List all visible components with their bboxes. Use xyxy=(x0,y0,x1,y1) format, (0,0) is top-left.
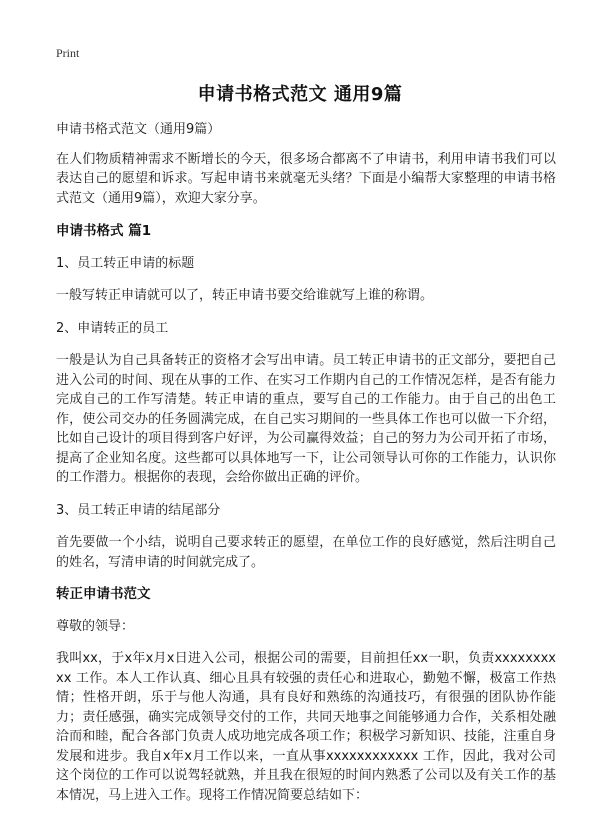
section1-heading: 申请书格式 篇1 xyxy=(56,223,152,239)
item2-heading: 2、申请转正的员工 xyxy=(56,320,169,336)
item1-heading: 1、员工转正申请的标题 xyxy=(56,255,195,271)
print-label: Print xyxy=(56,46,80,60)
intro-paragraph: 在人们物质精神需求不断增长的今天，很多场合都离不了申请书，利用申请书我们可以表达自己的愿望和诉求。写起申请书来就毫无头绪？下面是小编帮大家整理的申请书格式范文（通用9篇），欢迎大家分享。 xyxy=(56,151,556,206)
document-title: 申请书格式范文 通用9篇 xyxy=(197,84,403,105)
section2-heading: 转正申请书范文 xyxy=(56,586,151,602)
item2-paragraph: 一般是认为自己具备转正的资格才会写出申请。员工转正申请书的正文部分，要把自己进入公司的时间、现在从事的工作、在实习工作期内自己的工作情况怎样，是否有能力完成自己的工作写清楚。转正申请的重点，要写自己的工作能力。由于自己的出色工作，使公司交办的任务圆满完成，在自己实习期间的一些具体工作也可以做一下介绍，比如自己设计的项目得到客户好评，为公司赢得效益；自己的努力为公司开拓了市场，提高了企业知名度。这些都可以具体地写一下，让公司领导认可你的工作能力，认识你的工作潜力。根据你的表现，会给你做出正确的评价。 xyxy=(56,353,556,485)
letter-body-paragraph: 我叫xx，于x年x月x日进入公司，根据公司的需要，目前担任xx一职，负责xxxxxxxxxx 工作。本人工作认真、细心且具有较强的责任心和进取心，勤勉不懈，极富工作热情；性格开朗，乐于与他人沟通，具有良好和熟练的沟通技巧，有很强的团队协作能力；责任感强，确实完成领导交付的工作，共同天地事之间能够通力合作，关系相处融洽而和睦，配合各部门负责人成功地完成各项工作；积极学习新知识、技能，注重自身发展和进步。我自x年x月工作以来，一直从事xxxxxxxxxxxx 工作，因此，我对公司这个岗位的工作可以说驾轻就熟，并且我在很短的时间内熟悉了公司以及有关工作的基本情况，马上进入工作。现将工作情况简要总结如下： xyxy=(56,651,556,803)
item3-heading: 3、员工转正申请的结尾部分 xyxy=(56,502,221,518)
document-body xyxy=(56,120,556,805)
salutation: 尊敬的领导： xyxy=(56,618,135,634)
document-subtitle: 申请书格式范文（通用9篇） xyxy=(56,122,221,137)
item3-paragraph: 首先要做一个小结，说明自己要求转正的愿望，在单位工作的良好感觉，然后注明自己的姓名，写清申请的时间就完成了。 xyxy=(56,535,556,570)
item1-paragraph: 一般写转正申请就可以了，转正申请书要交给谁就写上谁的称谓。 xyxy=(56,288,434,303)
